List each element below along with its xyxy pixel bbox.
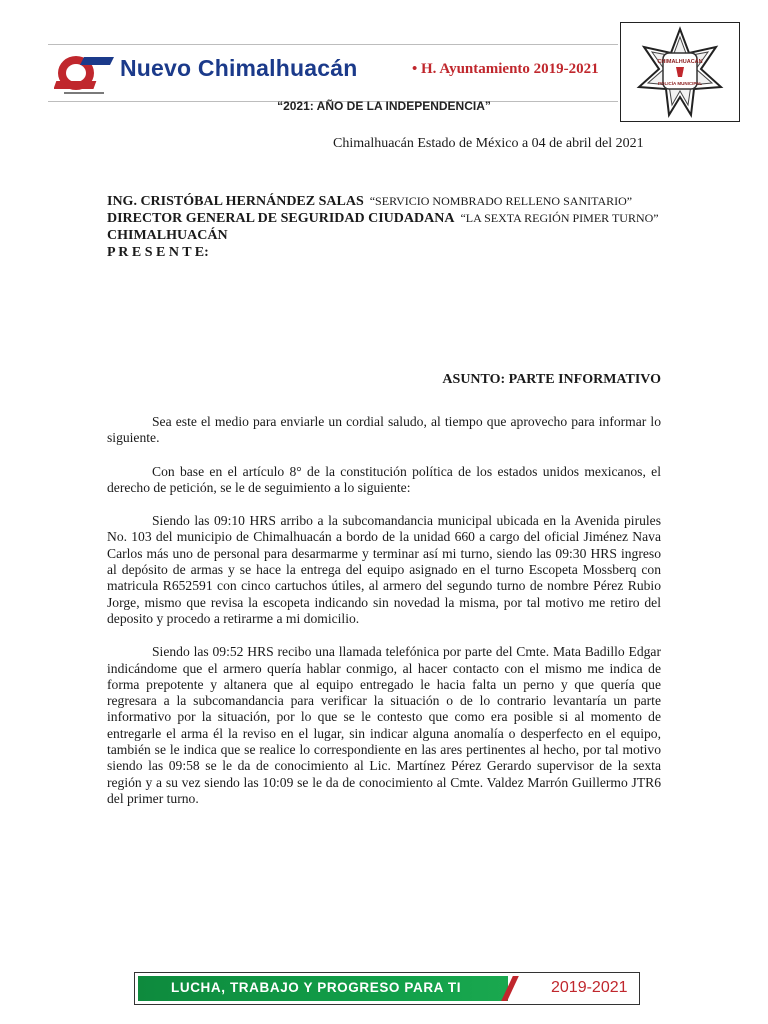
addressee-block [107,193,659,261]
addressee-line-3 [107,227,659,244]
addressee-line-1 [107,193,659,210]
addressee-name: ING. CRISTÓBAL HERNÁNDEZ SALAS [107,194,364,209]
paragraph: Siendo las 09:10 HRS arribo a la subcomandancia municipal ubicada en la Avenida pirules No. 103 del municipio de Chimalhuacán a bordo de la unidad 660 a cargo del oficial Jiménez Nava Carlos más uno de personal para desarmarme y terminar así mi turno, siendo las 09:30 HRS ingreso al depósito de armas y se hace la entrega del equipo asignado en el turno Escopeta Mossberq con matricula R652591 con cinco cartuchos útiles, al armero del segundo turno de nombre Pérez Rubio Jorge, mismo que revisa la escopeta indicando sin novedad la misma, por tal motivo me retiro del deposito y procedo a retirarme a mi domicilio. [107,513,661,626]
paragraph: Sea este el medio para enviarle un cordial saludo, al tiempo que aprovecho para informar lo siguiente. [107,414,661,446]
paragraph: Siendo las 09:52 HRS recibo una llamada telefónica por parte del Cmte. Mata Badillo Edgar indicándome que el armero quería hablar conmigo, al hacer contacto con el mismo me indica de forma prepotente y altanera que al equipo entregado le hacia falta un perno y que quería que regresara a la subcomandancia para verificar la situación o de lo contrario levantaría un parte informativo por la situación, por lo que se le contesto que como era posible si al momento de entregarle el arma él la reviso en el lugar, sin indicar alguna anomalía o desperfecto en el equipo, también se le indica que se realice lo correspondiente en las ares pertinentes al hecho, por tal motivo siendo las 09:58 se le da de conocimiento al Lic. Martínez Pérez Gerardo supervisor de la sexta región y a su vez siendo las 10:09 se le da de conocimiento al Cmte. Valdez Marrón Guillermo JTR6 del primer turno. [107,644,661,806]
addressee-line-4 [107,244,659,261]
date-line: Chimalhuacán Estado de México a 04 de abril del 2021 [333,136,644,151]
footer-years: 2019-2021 [551,979,628,996]
subject-line: ASUNTO: PARTE INFORMATIVO [442,372,661,387]
badge-top-text: CHIMALHUACÁN [657,59,703,65]
year-motto: “2021: AÑO DE LA INDEPENDENCIA” [277,99,491,113]
header-subtitle: • H. Ayuntamiento 2019-2021 [412,61,599,77]
addressee-line-2 [107,210,659,227]
addressee-service-note: “SERVICIO NOMBRADO RELLENO SANITARIO” [369,194,633,208]
footer-banner [134,972,640,1005]
addressee-city: CHIMALHUACÁN [107,228,228,243]
paragraph: Con base en el artículo 8° de la constitución política de los estados unidos mexicanos, el derecho de petición, se le de seguimiento a lo siguiente: [107,463,661,495]
badge-bottom-text: POLICÍA MUNICIPAL [658,81,702,86]
header-subtitle-text: H. Ayuntamiento 2019-2021 [421,61,599,77]
letter-body [107,414,661,824]
header-banner [48,44,618,102]
addressee-presente: P R E S E N T E: [107,245,209,260]
header-title: Nuevo Chimalhuacán [120,55,358,81]
addressee-region-note: “LA SEXTA REGIÓN PIMER TURNO” [460,211,659,225]
addressee-title: DIRECTOR GENERAL DE SEGURIDAD CIUDADANA [107,211,455,226]
municipal-logo-icon [54,49,116,97]
footer-slogan: LUCHA, TRABAJO Y PROGRESO PARA TI [171,980,462,995]
